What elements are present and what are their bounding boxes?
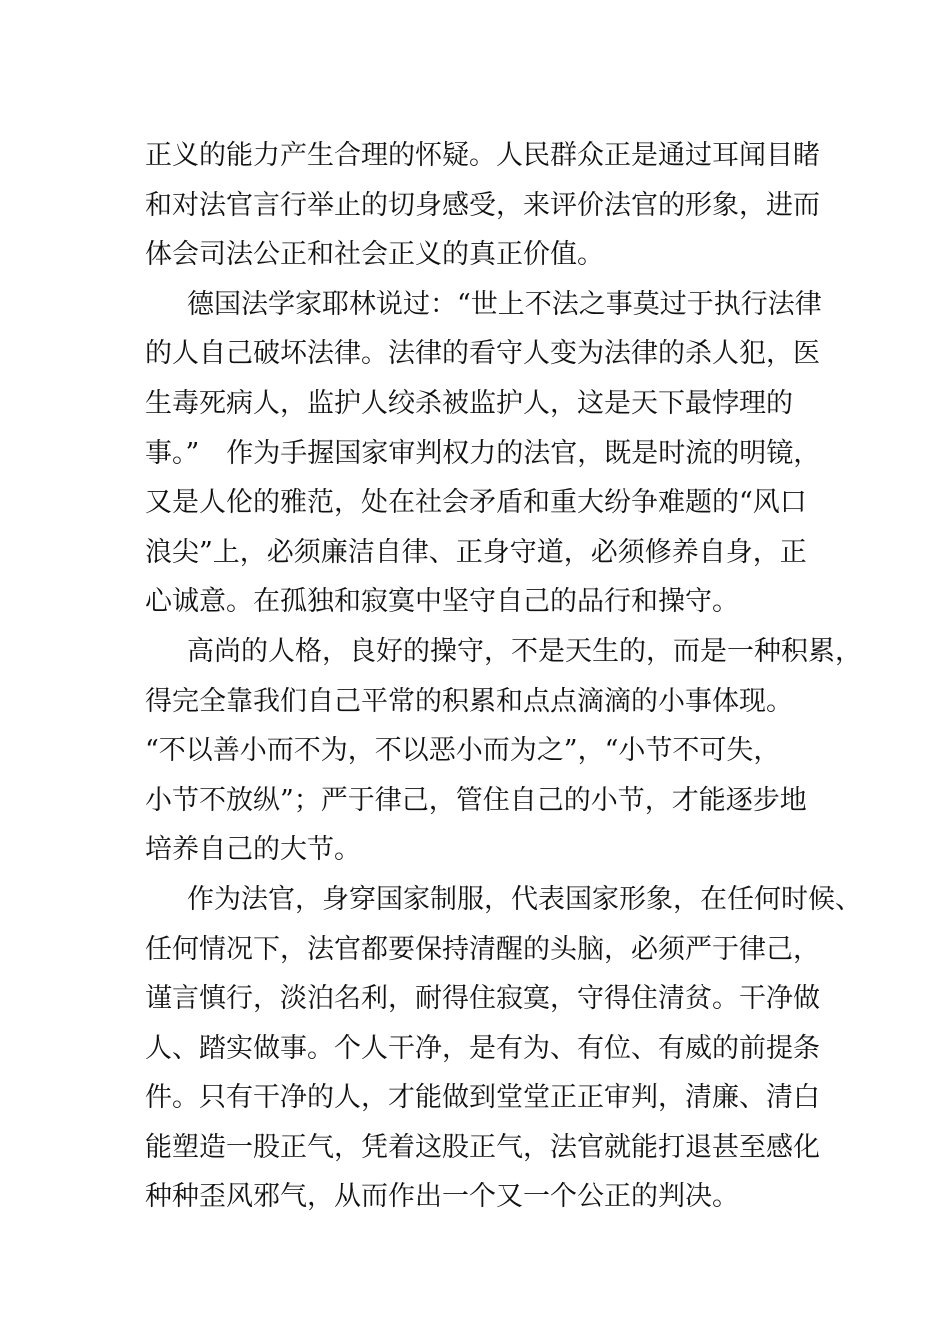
- text-line: 谨言慎行，淡泊名利，耐得住寂寞，守得住清贫。干净做: [145, 983, 820, 1015]
- text-line: 小节不放纵”；严于律己，管住自己的小节，才能逐步地: [145, 784, 807, 816]
- text-line: 生毒死病人，监护人绞杀被监护人，这是天下最悖理的: [145, 387, 793, 419]
- text-line: 事。” 作为手握国家审判权力的法官，既是时流的明镜，: [145, 437, 821, 469]
- text-line: 件。只有干净的人，才能做到堂堂正正审判，清廉、清白: [145, 1082, 820, 1114]
- text-line: 体会司法公正和社会正义的真正价值。: [145, 239, 604, 271]
- text-line: 任何情况下，法官都要保持清醒的头脑，必须严于律己，: [145, 933, 820, 965]
- text-line: 培养自己的大节。: [145, 834, 361, 866]
- text-line: 能塑造一股正气，凭着这股正气，法官就能打退甚至感化: [145, 1131, 820, 1163]
- text-line: 又是人伦的雅范，处在社会矛盾和重大纷争难题的“风口: [145, 487, 807, 519]
- text-line: 作为法官，身穿国家制服，代表国家形象，在任何时候、: [187, 883, 862, 915]
- text-line: 人、踏实做事。个人干净，是有为、有位、有威的前提条: [145, 1032, 820, 1064]
- text-line: 种种歪风邪气，从而作出一个又一个公正的判决。: [145, 1181, 739, 1213]
- text-line: 心诚意。在孤独和寂寞中坚守自己的品行和操守。: [145, 586, 739, 618]
- text-line: 的人自己破坏法律。法律的看守人变为法律的杀人犯，医: [145, 338, 820, 370]
- text-line: “不以善小而不为，不以恶小而为之”，“小节不可失，: [145, 735, 781, 767]
- text-line: 得完全靠我们自己平常的积累和点点滴滴的小事体现。: [145, 685, 793, 717]
- body-text: [145, 131, 862, 1222]
- text-line: 正义的能力产生合理的怀疑。人民群众正是通过耳闻目睹: [145, 140, 820, 171]
- text-line: 德国法学家耶林说过：“世上不法之事莫过于执行法律: [187, 288, 822, 320]
- text-line: 浪尖”上，必须廉洁自律、正身守道，必须修养自身，正: [145, 536, 807, 568]
- text-line: 高尚的人格，良好的操守，不是天生的，而是一种积累，: [187, 635, 862, 667]
- text-line: 和对法官言行举止的切身感受，来评价法官的形象，进而: [145, 189, 820, 221]
